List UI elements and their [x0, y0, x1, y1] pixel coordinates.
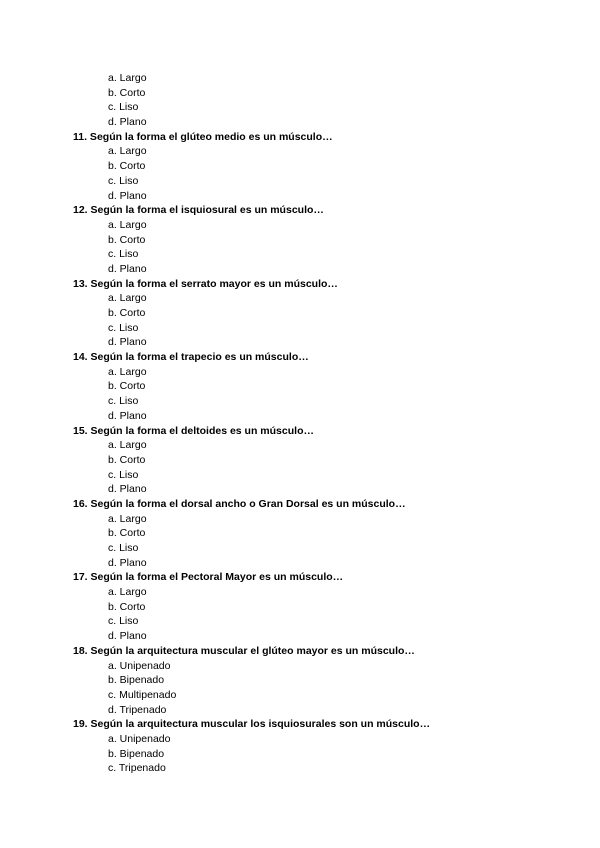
question-15	[0, 424, 600, 497]
answer-option: b. Corto	[108, 453, 146, 466]
question-14	[0, 350, 600, 423]
answer-option: a. Largo	[108, 218, 147, 231]
quiz-page	[0, 71, 600, 776]
answer-option: c. Liso	[108, 542, 139, 554]
question-text: 12. Según la forma el isquiosural es un músculo…	[73, 204, 324, 217]
question-text: 18. Según la arquitectura muscular el glúteo mayor es un músculo…	[73, 644, 415, 657]
answer-option: b. Bipenado	[108, 747, 165, 760]
answer-option: b. Corto	[108, 233, 146, 246]
answer-option: c. Liso	[108, 321, 139, 334]
answer-option: b. Corto	[108, 160, 146, 173]
answer-option: c. Liso	[108, 174, 139, 187]
answer-option: a. Largo	[108, 586, 147, 599]
question-text: 11. Según la forma el glúteo medio es un músculo…	[73, 130, 333, 143]
answer-option: b. Corto	[108, 527, 146, 540]
answer-option: c. Tripenado	[108, 762, 166, 775]
answer-option: d. Plano	[108, 556, 147, 569]
question-12	[0, 203, 600, 276]
answer-option: d. Plano	[108, 630, 147, 643]
answer-option: a. Largo	[108, 365, 147, 378]
answer-option: c. Liso	[108, 395, 139, 408]
answer-option: b. Corto	[108, 86, 146, 99]
answer-option: a. Largo	[108, 439, 147, 452]
answer-option: b. Corto	[108, 307, 146, 319]
answer-option: d. Plano	[108, 116, 147, 129]
leading-options	[0, 71, 600, 130]
question-text: 19. Según la arquitectura muscular los isquiosurales son un músculo…	[73, 718, 431, 731]
question-16	[0, 497, 600, 570]
answer-option: a. Largo	[108, 145, 147, 158]
question-13	[0, 277, 600, 350]
answer-option: a. Largo	[108, 292, 147, 305]
question-17	[0, 570, 600, 643]
answer-option: b. Corto	[108, 380, 146, 393]
answer-option: a. Unipenado	[108, 732, 171, 745]
answer-option: c. Liso	[108, 248, 139, 261]
answer-option: d. Plano	[108, 409, 147, 422]
answer-option: c. Liso	[108, 101, 139, 114]
answer-option: d. Tripenado	[108, 703, 167, 716]
answer-option: d. Plano	[108, 189, 147, 202]
answer-option: c. Liso	[108, 615, 139, 628]
answer-option: b. Bipenado	[108, 674, 165, 687]
question-text: 17. Según la forma el Pectoral Mayor es un músculo…	[73, 571, 344, 584]
answer-option: c. Liso	[108, 468, 139, 481]
answer-option: a. Largo	[108, 512, 147, 525]
answer-option: d. Plano	[108, 262, 147, 275]
answer-option: d. Plano	[108, 336, 147, 349]
question-11	[0, 130, 600, 203]
question-text: 16. Según la forma el dorsal ancho o Gran Dorsal es un músculo…	[73, 497, 406, 510]
question-text: 13. Según la forma el serrato mayor es un músculo…	[73, 277, 338, 290]
question-18	[0, 644, 600, 717]
answer-option: c. Multipenado	[108, 688, 177, 701]
question-text: 15. Según la forma el deltoides es un músculo…	[73, 424, 314, 437]
question-text: 14. Según la forma el trapecio es un músculo…	[73, 351, 309, 364]
answer-option: a. Largo	[108, 72, 147, 84]
answer-option: b. Corto	[108, 600, 146, 613]
question-19	[0, 717, 600, 776]
answer-option: d. Plano	[108, 483, 147, 496]
answer-option: a. Unipenado	[108, 659, 171, 672]
